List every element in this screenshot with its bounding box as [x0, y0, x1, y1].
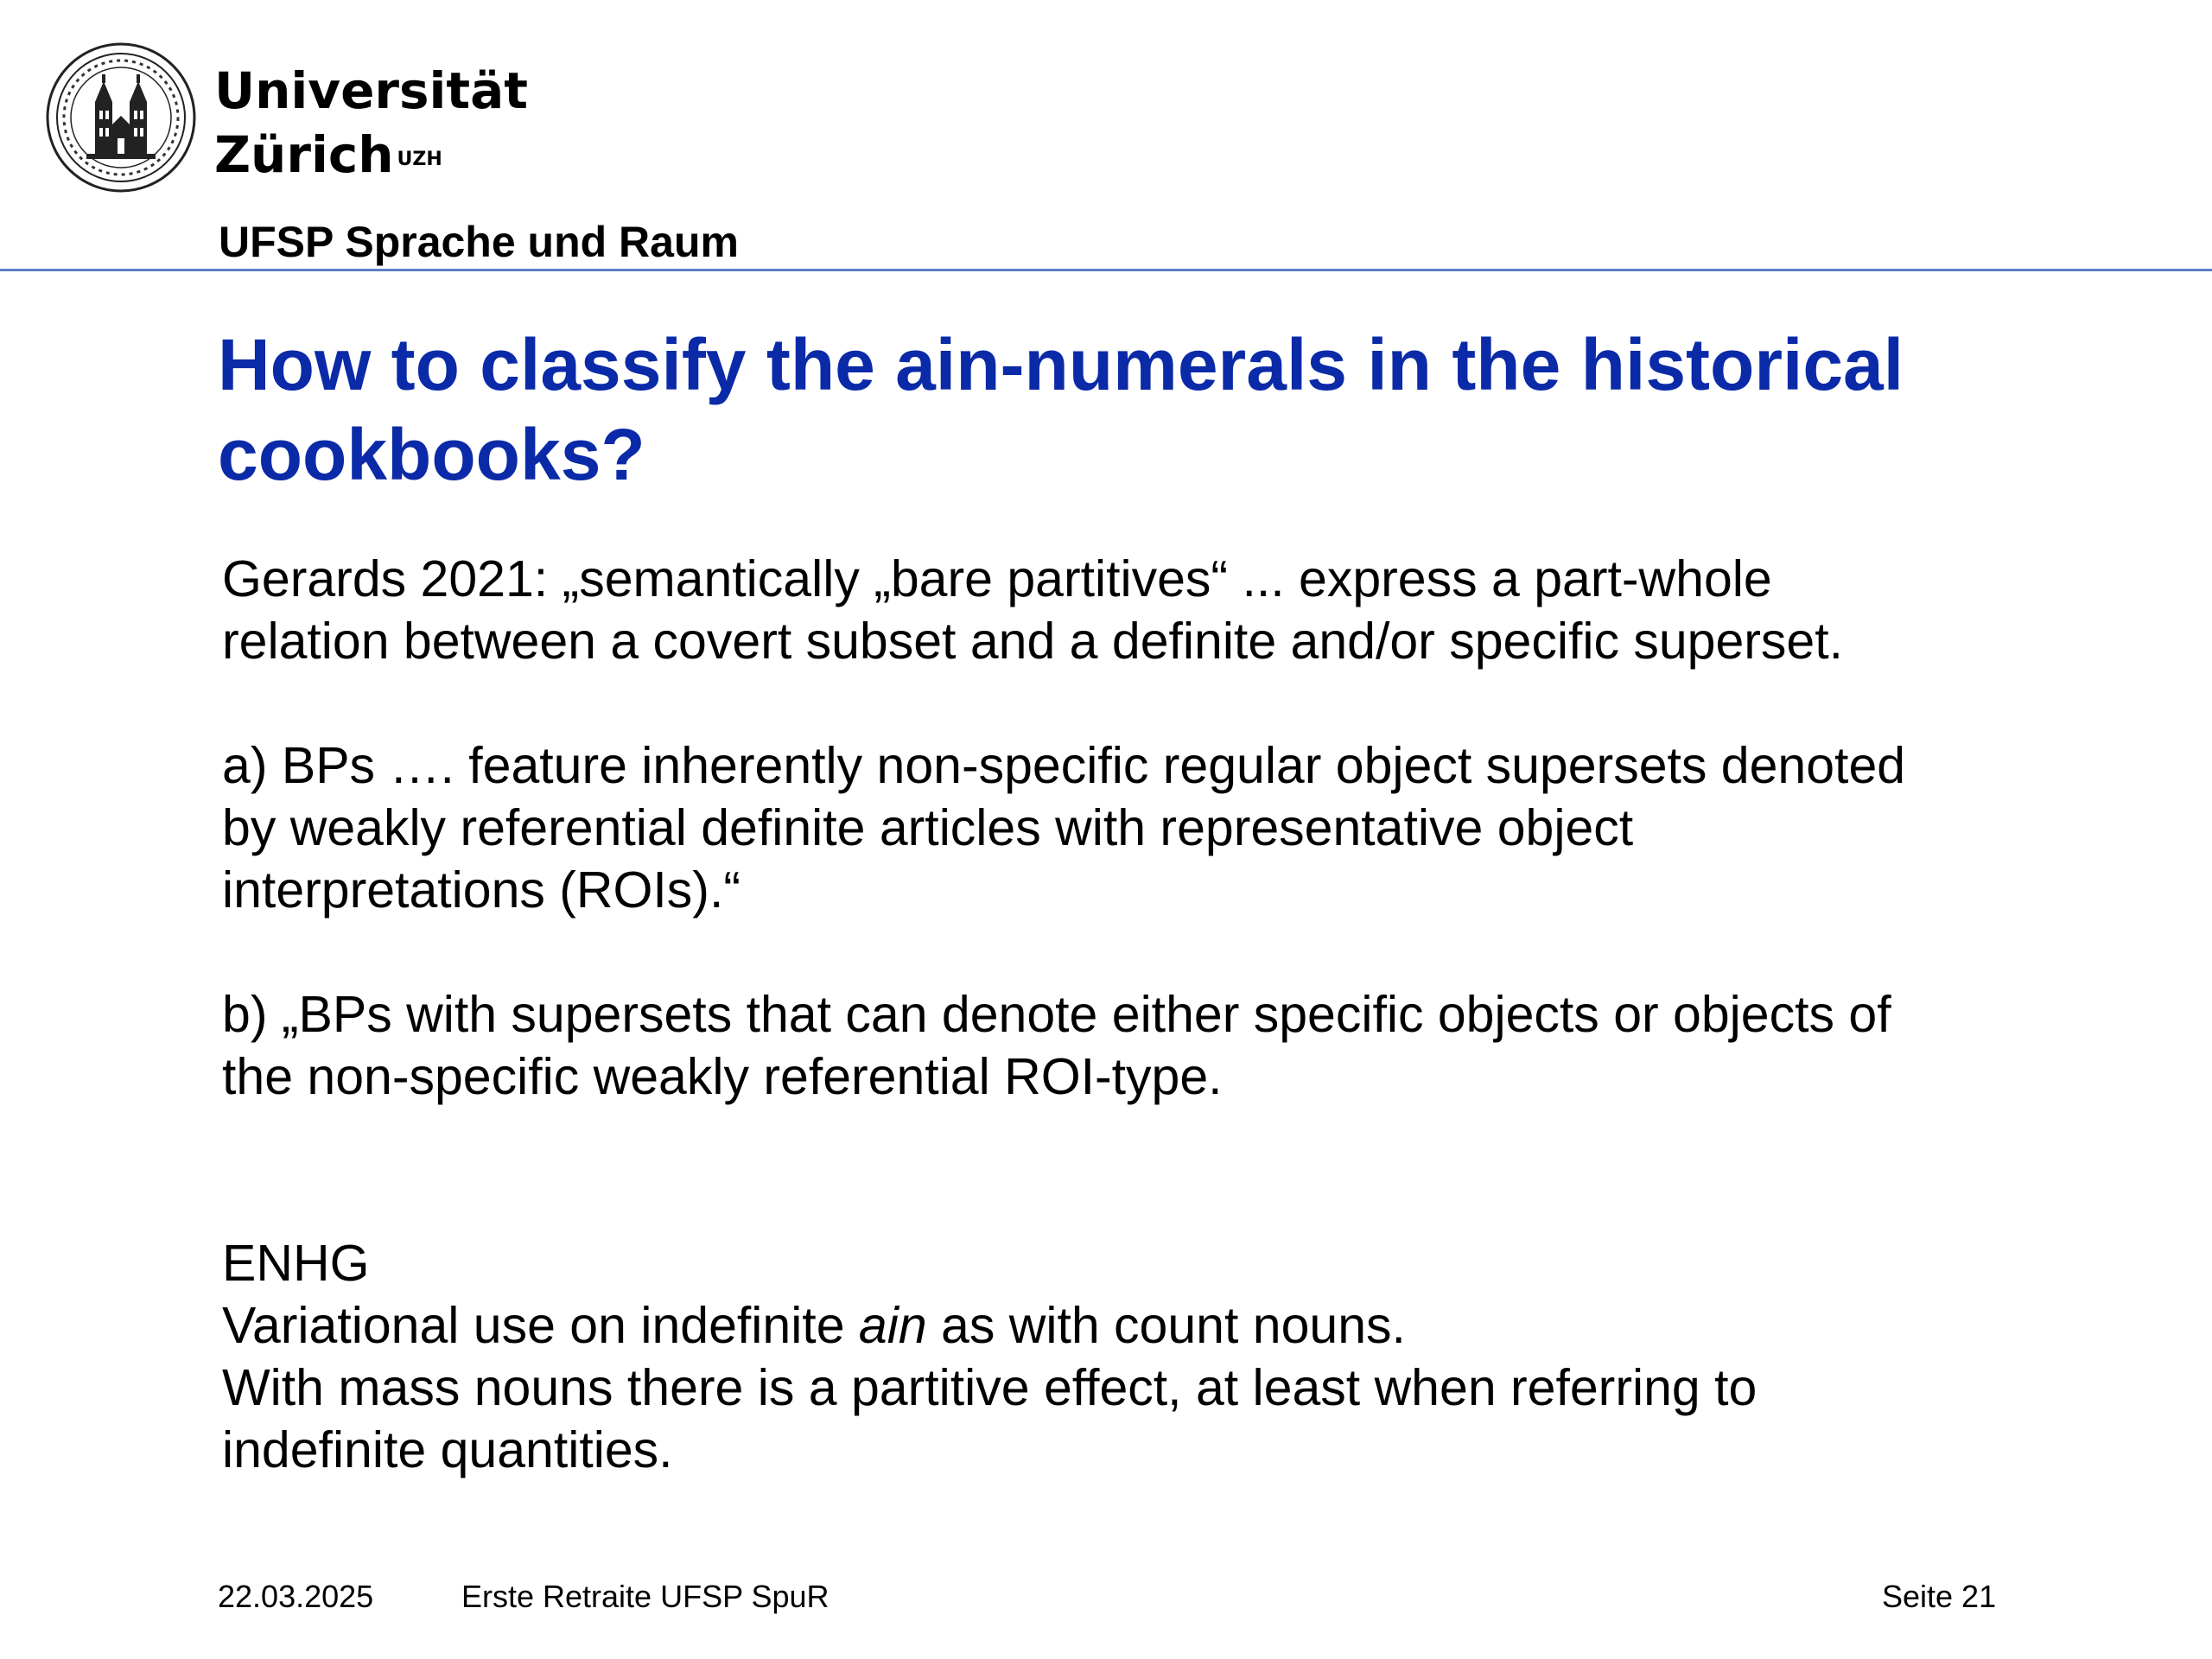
- slide-body: [222, 548, 2080, 1481]
- university-name-line1: Universität: [214, 61, 529, 120]
- enhg-line-1-end: as with count nouns.: [926, 1297, 1406, 1354]
- point-a-line-2: by weakly referential definite articles with representative object: [222, 799, 1634, 856]
- footer-date: 22.03.2025: [218, 1579, 374, 1614]
- enhg-line-1-start: Variational use on indefinite: [222, 1297, 859, 1354]
- footer-page-number: Seite 21: [1882, 1579, 1997, 1614]
- enhg-line-1-italic: ain: [858, 1297, 927, 1354]
- point-b-line-2: the non-specific weakly referential ROI-type.: [222, 1048, 1223, 1105]
- university-seal-icon: [45, 41, 197, 194]
- quote-line-1: Gerards 2021: „semantically „bare partitives“ ... express a part-whole: [222, 550, 1772, 607]
- header-divider: [0, 269, 2212, 271]
- enhg-heading: ENHG: [222, 1235, 370, 1292]
- point-b-line-1: b) „BPs with supersets that can denote either specific objects or objects of: [222, 986, 1891, 1043]
- slide-title: How to classify the ain-numerals in the historical cookbooks?: [218, 324, 1904, 495]
- university-name: [214, 59, 528, 187]
- enhg-line-1: [222, 1294, 2080, 1357]
- point-a-line-3: interpretations (ROIs).“: [222, 861, 741, 918]
- university-name-zurich: Zürich: [214, 125, 394, 184]
- footer-event: Erste Retraite UFSP SpuR: [461, 1579, 830, 1614]
- point-a-line-1: a) BPs …. feature inherently non-specific regular object supersets denoted: [222, 737, 1906, 794]
- enhg-line-2: With mass nouns there is a partitive effect, at least when referring to: [222, 1359, 1758, 1416]
- enhg-line-3: indefinite quantities.: [222, 1421, 673, 1478]
- quote-line-2: relation between a covert subset and a definite and/or specific superset.: [222, 613, 1844, 670]
- university-name-line2: [214, 123, 528, 187]
- department-name: UFSP Sprache und Raum: [219, 218, 739, 266]
- university-abbreviation: UZH: [397, 149, 442, 170]
